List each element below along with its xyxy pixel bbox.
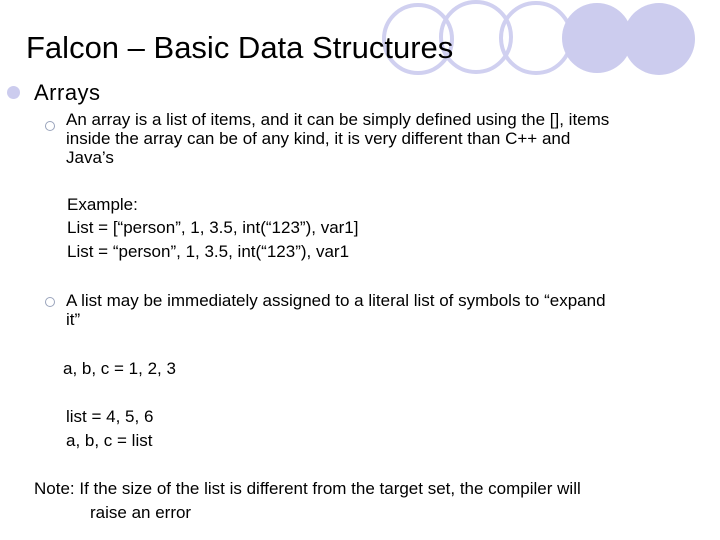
section-heading: Arrays — [34, 80, 101, 105]
bullet-icon — [45, 121, 55, 131]
example-line: List = “person”, 1, 3.5, int(“123”), var1 — [67, 242, 350, 261]
example-line: List = [“person”, 1, 3.5, int(“123”), var1] — [67, 218, 359, 237]
deco-circle-filled — [623, 3, 695, 75]
note-line: Note: If the size of the list is different from the target set, the compiler will — [34, 479, 581, 498]
paragraph-line: inside the array can be of any kind, it is very different than C++ and — [66, 129, 571, 148]
example-line: Example: — [67, 195, 138, 214]
code-line: a, b, c = list — [66, 431, 153, 450]
bullet-icon — [45, 297, 55, 307]
paragraph-line: it” — [66, 310, 81, 329]
code-line: a, b, c = 1, 2, 3 — [63, 359, 176, 378]
note-line: raise an error — [90, 503, 192, 522]
slide-title: Falcon – Basic Data Structures — [26, 30, 454, 65]
paragraph-line: Java’s — [66, 148, 114, 167]
paragraph-line: A list may be immediately assigned to a literal list of symbols to “expand — [66, 291, 606, 310]
deco-circle-filled — [562, 3, 632, 73]
paragraph-line: An array is a list of items, and it can be simply defined using the [], items — [66, 110, 610, 129]
code-line: list = 4, 5, 6 — [66, 407, 154, 426]
bullet-icon — [7, 86, 20, 99]
